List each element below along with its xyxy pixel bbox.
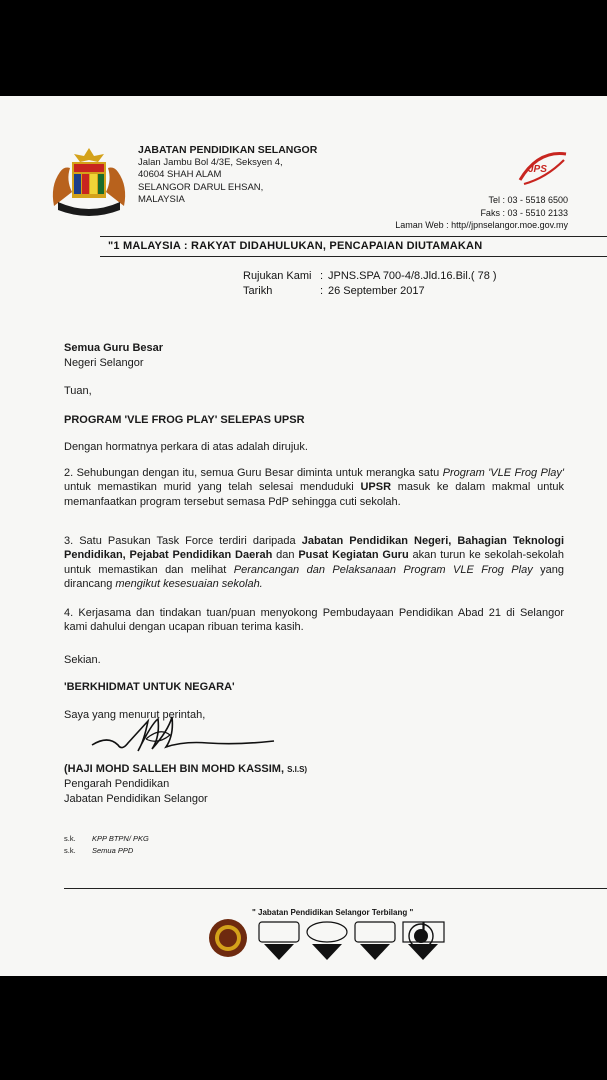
divider [100,236,607,237]
paragraph-4: 4. Kerjasama dan tindakan tuan/puan menyokong Pembudayaan Pendidikan Abad 21 di Selangor kami dahului dengan ucapan ribuan terima kasih. [64,607,564,634]
slogan: 'BERKHIDMAT UNTUK NEGARA' [64,681,235,693]
address-line: SELANGOR DARUL EHSAN, [138,181,264,193]
reference-colon: : [320,270,324,282]
fax: Faks : 03 - 5510 2133 [480,207,568,218]
website: Laman Web : http//jpnselangor.moe.gov.my [395,220,568,230]
signer-position: Pengarah Pendidikan [64,778,170,790]
motto: "1 MALAYSIA : RAKYAT DIDAHULUKAN, PENCAPAIAN DIUTAMAKAN [108,240,483,252]
pkg-term: Pusat Kegiatan Guru [298,549,409,562]
department-name: JABATAN PENDIDIKAN SELANGOR [138,144,318,156]
reference-label: Rujukan Kami [243,270,312,282]
plan-term: Perancangan dan Pelaksanaan Program VLE Frog Play [233,563,533,576]
paragraph-2: 2. Sehubungan dengan itu, semua Guru Besar diminta untuk merangka satu Program 'VLE Frog Play' untuk memastikan murid yang telah selesai menduduki UPSR masuk ke dalam makmal untuk memanfaatkan program tersebut semasa PdP sehingga cuti sekolah. [64,467,564,508]
upsr-term: UPSR [360,481,392,494]
subject-line: PROGRAM 'VLE FROG PLAY' SELEPAS UPSR [64,414,305,426]
cc-value: KPP BTPN/ PKG [92,834,149,843]
letter-page [0,96,607,976]
recipient-state: Negeri Selangor [64,357,144,369]
date-label: Tarikh [243,285,273,297]
date-value: 26 September 2017 [328,285,425,297]
certification-badge-icon [256,920,302,964]
telephone: Tel : 03 - 5518 6500 [488,195,568,205]
sekian: Sekian. [64,654,101,666]
date-colon: : [320,285,324,297]
cc-key: s.k. [64,846,76,855]
task-force-members: Jabatan Pendidikan Negeri, Bahagian Teknologi Pendidikan, Pejabat Pendidikan Daerah [64,535,565,562]
certification-badge-icon [404,922,438,966]
cc-key: s.k. [64,834,76,843]
jps-logo-icon [518,148,568,188]
yours-faithfully: Saya yang menurut perintah, [64,709,206,721]
signer-name: (HAJI MOHD SALLEH BIN MOHD KASSIM, S.I.S) [64,763,308,775]
salutation: Tuan, [64,385,92,397]
sender-address [138,144,317,207]
divider [64,888,607,889]
certification-badge-icon [304,920,350,964]
paragraph-1: Dengan hormatnya perkara di atas adalah dirujuk. [64,441,308,453]
malaysia-crest-icon [48,146,130,218]
jps-logo-text: JPS [528,164,547,175]
certification-badge-icon [352,920,398,964]
footer-tagline: " Jabatan Pendidikan Selangor Terbilang " [252,908,414,917]
address-line: 40604 SHAH ALAM [138,169,222,180]
reference-number: JPNS.SPA 700-4/8.Jld.16.Bil.( 78 ) [328,270,497,282]
divider [100,256,607,257]
address-line: Jalan Jambu Bol 4/3E, Seksyen 4, [138,156,283,168]
suitability-term: mengikut kesesuaian sekolah. [115,578,263,591]
paragraph-3: 3. Satu Pasukan Task Force terdiri daripada Jabatan Pendidikan Negeri, Bahagian Teknologi Pendidikan, Pejabat Pendidikan Daerah dan Pusat Kegiatan Guru akan turun ke sekolah-sekolah untuk memastikan dan melihat Perancangan dan Pelaksanaan Program VLE Frog Play yang dirancang mengikut kesesuaian sekolah. [64,535,565,591]
program-name: Program 'VLE Frog Play' [442,467,564,479]
recipient-name: Semua Guru Besar [64,342,164,354]
address-line: MALAYSIA [138,194,185,205]
contact-details [395,194,568,232]
cc-value: Semua PPD [92,846,134,855]
jps-seal-icon [208,918,248,958]
signer-office: Jabatan Pendidikan Selangor [64,793,208,805]
signature [88,711,278,757]
